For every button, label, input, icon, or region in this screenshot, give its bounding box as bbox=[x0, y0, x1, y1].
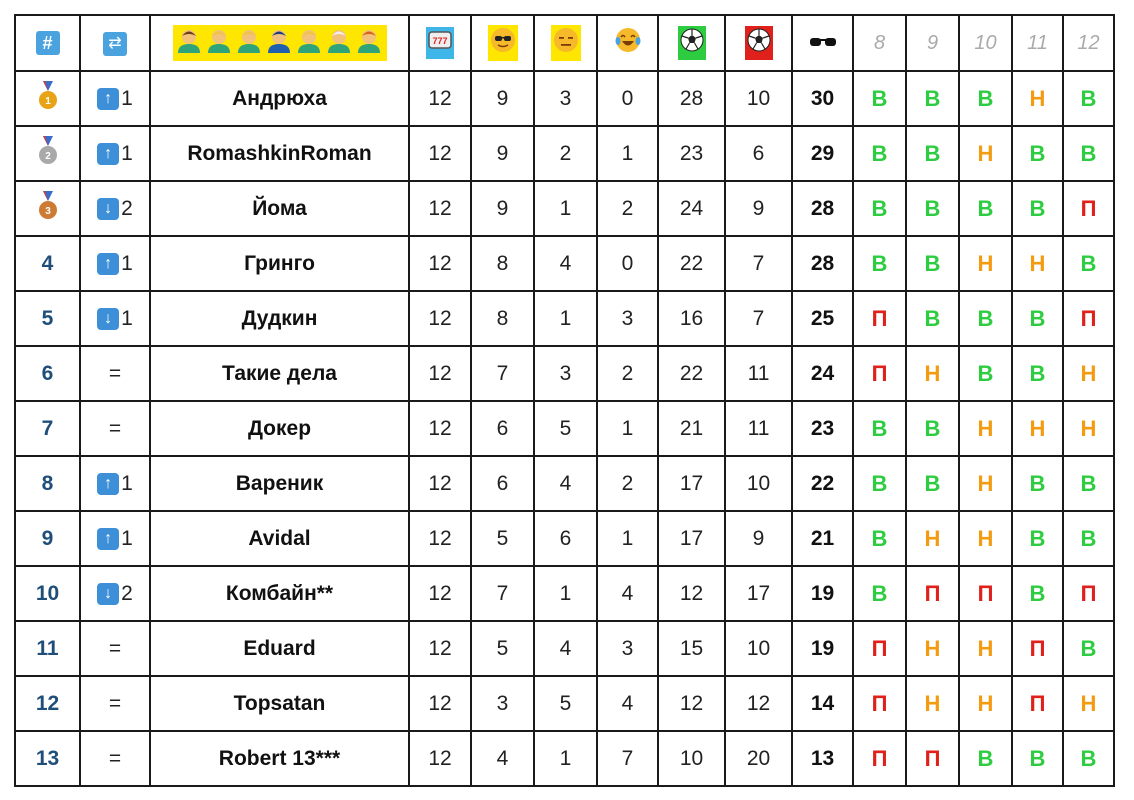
position-cell bbox=[15, 621, 80, 676]
played-cell: 12 bbox=[409, 346, 471, 401]
round-result-cell: Н bbox=[959, 236, 1012, 291]
svg-text:1: 1 bbox=[44, 95, 51, 107]
change-cell bbox=[80, 511, 150, 566]
wins-cell: 8 bbox=[471, 291, 534, 346]
position-cell bbox=[15, 71, 80, 126]
round-result-cell: В bbox=[1063, 236, 1114, 291]
position-number: 10 bbox=[35, 581, 60, 605]
round-result-cell: В bbox=[906, 71, 959, 126]
arrow-up-icon: ↑ bbox=[97, 88, 119, 110]
played-cell: 12 bbox=[409, 71, 471, 126]
round-result-cell: В bbox=[1063, 456, 1114, 511]
goals-against-cell: 12 bbox=[725, 676, 792, 731]
round-result-cell: В bbox=[853, 511, 906, 566]
round-result-cell: В bbox=[853, 71, 906, 126]
goals-for-cell: 16 bbox=[658, 291, 725, 346]
round-result-cell: П bbox=[853, 731, 906, 786]
change-cell bbox=[80, 126, 150, 181]
goals-against-cell: 10 bbox=[725, 621, 792, 676]
round-result-cell: П bbox=[853, 346, 906, 401]
round-result-cell: В bbox=[1063, 731, 1114, 786]
change-cell bbox=[80, 456, 150, 511]
wins-cell: 4 bbox=[471, 731, 534, 786]
wins-cell: 9 bbox=[471, 71, 534, 126]
round-result-cell: Н bbox=[906, 346, 959, 401]
goals-against-header bbox=[725, 15, 792, 71]
arrow-up-icon: ↑ bbox=[97, 143, 119, 165]
points-cell: 14 bbox=[792, 676, 853, 731]
goals-for-cell: 10 bbox=[658, 731, 725, 786]
position-number: 8 bbox=[41, 471, 54, 495]
position-cell bbox=[15, 181, 80, 236]
played-cell: 12 bbox=[409, 511, 471, 566]
round-result-cell: В bbox=[959, 181, 1012, 236]
round-result-cell: Н bbox=[959, 676, 1012, 731]
draws-cell: 1 bbox=[534, 181, 597, 236]
round-result-cell: Н bbox=[906, 511, 959, 566]
round-result-cell: Н bbox=[1012, 71, 1063, 126]
points-cell: 28 bbox=[792, 236, 853, 291]
slot-machine-icon bbox=[426, 27, 454, 59]
draws-cell: 5 bbox=[534, 676, 597, 731]
round-result-cell: В bbox=[906, 456, 959, 511]
goals-against-cell: 7 bbox=[725, 236, 792, 291]
table-row bbox=[15, 731, 1114, 786]
change-cell bbox=[80, 291, 150, 346]
position-cell bbox=[15, 456, 80, 511]
player-name: Вареник bbox=[150, 456, 409, 511]
points-cell: 22 bbox=[792, 456, 853, 511]
points-cell: 19 bbox=[792, 566, 853, 621]
goals-against-cell: 9 bbox=[725, 181, 792, 236]
wins-cell: 5 bbox=[471, 621, 534, 676]
round-result-cell: В bbox=[853, 126, 906, 181]
losses-cell: 2 bbox=[597, 456, 658, 511]
position-number: 13 bbox=[35, 746, 60, 770]
change-cell bbox=[80, 401, 150, 456]
players-header bbox=[150, 15, 409, 71]
table-row bbox=[15, 346, 1114, 401]
position-number: 12 bbox=[35, 691, 60, 715]
change-value: 2 bbox=[121, 581, 133, 605]
goals-against-cell: 7 bbox=[725, 291, 792, 346]
player-name: Robert 13*** bbox=[150, 731, 409, 786]
round-result-cell: Н bbox=[959, 621, 1012, 676]
change-value: 2 bbox=[121, 196, 133, 220]
round-result-cell: В bbox=[1012, 456, 1063, 511]
round-result-cell: В bbox=[906, 126, 959, 181]
svg-text:2: 2 bbox=[44, 150, 51, 162]
round-result-cell: Н bbox=[959, 511, 1012, 566]
draws-cell: 1 bbox=[534, 566, 597, 621]
losses-cell: 0 bbox=[597, 236, 658, 291]
gold-medal-icon bbox=[37, 81, 59, 117]
goals-for-cell: 23 bbox=[658, 126, 725, 181]
draws-header bbox=[534, 15, 597, 71]
position-number: 5 bbox=[41, 306, 54, 330]
goals-against-cell: 11 bbox=[725, 401, 792, 456]
losses-cell: 3 bbox=[597, 621, 658, 676]
losses-cell: 2 bbox=[597, 181, 658, 236]
round-result-cell: В bbox=[906, 236, 959, 291]
draws-cell: 3 bbox=[534, 71, 597, 126]
round-result-cell: В bbox=[1012, 566, 1063, 621]
round-result-cell: П bbox=[1063, 181, 1114, 236]
round-header-5: 12 bbox=[1063, 15, 1114, 71]
losses-cell: 3 bbox=[597, 291, 658, 346]
table-row bbox=[15, 621, 1114, 676]
goals-for-cell: 17 bbox=[658, 511, 725, 566]
points-header bbox=[792, 15, 853, 71]
expressionless-face-icon bbox=[551, 25, 581, 61]
player-name: Topsatan bbox=[150, 676, 409, 731]
bronze-medal-icon bbox=[37, 191, 59, 227]
arrow-up-icon: ↑ bbox=[97, 473, 119, 495]
wins-cell: 3 bbox=[471, 676, 534, 731]
round-result-cell: П bbox=[1012, 621, 1063, 676]
player-name: Eduard bbox=[150, 621, 409, 676]
position-number: 6 bbox=[41, 361, 54, 385]
round-header-2: 9 bbox=[906, 15, 959, 71]
player-name: Такие дела bbox=[150, 346, 409, 401]
round-result-cell: В bbox=[1063, 126, 1114, 181]
arrow-down-icon: ↓ bbox=[97, 583, 119, 605]
wins-cell: 6 bbox=[471, 401, 534, 456]
goals-against-cell: 10 bbox=[725, 71, 792, 126]
losses-cell: 1 bbox=[597, 511, 658, 566]
losses-cell: 4 bbox=[597, 566, 658, 621]
played-cell: 12 bbox=[409, 181, 471, 236]
position-cell bbox=[15, 401, 80, 456]
played-header bbox=[409, 15, 471, 71]
position-number: 9 bbox=[41, 526, 54, 550]
played-cell: 12 bbox=[409, 291, 471, 346]
round-result-cell: В bbox=[1012, 346, 1063, 401]
points-cell: 30 bbox=[792, 71, 853, 126]
round-result-cell: В bbox=[853, 401, 906, 456]
round-result-cell: В bbox=[1063, 71, 1114, 126]
round-result-cell: Н bbox=[1063, 346, 1114, 401]
draws-cell: 4 bbox=[534, 621, 597, 676]
change-value: = bbox=[108, 636, 122, 660]
played-cell: 12 bbox=[409, 731, 471, 786]
round-result-cell: В bbox=[1012, 731, 1063, 786]
change-value: = bbox=[108, 361, 122, 385]
round-result-cell: В bbox=[1063, 511, 1114, 566]
goals-against-cell: 6 bbox=[725, 126, 792, 181]
arrow-up-icon: ↑ bbox=[97, 253, 119, 275]
position-cell bbox=[15, 346, 80, 401]
change-value: 1 bbox=[121, 86, 133, 110]
player-name: Андрюха bbox=[150, 71, 409, 126]
points-cell: 29 bbox=[792, 126, 853, 181]
change-value: 1 bbox=[121, 526, 133, 550]
round-result-cell: Н bbox=[1063, 676, 1114, 731]
arrow-up-icon: ↑ bbox=[97, 528, 119, 550]
round-result-cell: В bbox=[959, 291, 1012, 346]
position-number: 4 bbox=[41, 251, 54, 275]
round-result-cell: В bbox=[1063, 621, 1114, 676]
losses-header bbox=[597, 15, 658, 71]
position-cell bbox=[15, 731, 80, 786]
round-result-cell: П bbox=[1063, 291, 1114, 346]
round-result-cell: В bbox=[906, 291, 959, 346]
change-cell bbox=[80, 566, 150, 621]
player-name: Докер bbox=[150, 401, 409, 456]
round-result-cell: П bbox=[959, 566, 1012, 621]
points-cell: 23 bbox=[792, 401, 853, 456]
goals-for-cell: 22 bbox=[658, 236, 725, 291]
change-value: = bbox=[108, 416, 122, 440]
played-cell: 12 bbox=[409, 126, 471, 181]
player-name: Avidal bbox=[150, 511, 409, 566]
wins-cell: 7 bbox=[471, 346, 534, 401]
round-result-cell: В bbox=[1012, 511, 1063, 566]
position-cell bbox=[15, 676, 80, 731]
round-result-cell: П bbox=[853, 291, 906, 346]
table-row bbox=[15, 126, 1114, 181]
position-cell bbox=[15, 291, 80, 346]
rank-header bbox=[15, 15, 80, 71]
round-result-cell: В bbox=[853, 566, 906, 621]
soccer-ball-red-icon bbox=[745, 26, 773, 60]
table-row bbox=[15, 236, 1114, 291]
table-row bbox=[15, 71, 1114, 126]
table-row bbox=[15, 456, 1114, 511]
round-result-cell: В bbox=[959, 731, 1012, 786]
round-result-cell: Н bbox=[1012, 236, 1063, 291]
round-result-cell: П bbox=[853, 621, 906, 676]
played-cell: 12 bbox=[409, 676, 471, 731]
dark-sunglasses-icon bbox=[809, 31, 837, 54]
losses-cell: 4 bbox=[597, 676, 658, 731]
change-value: 1 bbox=[121, 306, 133, 330]
played-cell: 12 bbox=[409, 401, 471, 456]
arrow-down-icon: ↓ bbox=[97, 308, 119, 330]
standings-table bbox=[14, 14, 1115, 787]
change-value: = bbox=[108, 691, 122, 715]
change-value: 1 bbox=[121, 141, 133, 165]
position-cell bbox=[15, 566, 80, 621]
goals-for-cell: 24 bbox=[658, 181, 725, 236]
table-row bbox=[15, 291, 1114, 346]
round-result-cell: Н bbox=[906, 621, 959, 676]
change-cell bbox=[80, 181, 150, 236]
round-result-cell: В bbox=[1012, 181, 1063, 236]
draws-cell: 4 bbox=[534, 236, 597, 291]
change-cell bbox=[80, 236, 150, 291]
player-name: Йома bbox=[150, 181, 409, 236]
draws-cell: 3 bbox=[534, 346, 597, 401]
round-result-cell: В bbox=[959, 71, 1012, 126]
round-result-cell: В bbox=[959, 346, 1012, 401]
change-value: 1 bbox=[121, 471, 133, 495]
change-cell bbox=[80, 71, 150, 126]
played-cell: 12 bbox=[409, 621, 471, 676]
hash-icon: # bbox=[36, 31, 60, 55]
soccer-ball-green-icon bbox=[678, 26, 706, 60]
standings-body bbox=[15, 71, 1114, 786]
position-number: 7 bbox=[41, 416, 54, 440]
sunglasses-face-icon bbox=[488, 25, 518, 61]
round-result-cell: П bbox=[906, 731, 959, 786]
points-cell: 21 bbox=[792, 511, 853, 566]
goals-against-cell: 10 bbox=[725, 456, 792, 511]
position-cell bbox=[15, 236, 80, 291]
round-result-cell: П bbox=[853, 676, 906, 731]
wins-cell: 7 bbox=[471, 566, 534, 621]
draws-cell: 2 bbox=[534, 126, 597, 181]
points-cell: 25 bbox=[792, 291, 853, 346]
header-row bbox=[15, 15, 1114, 71]
losses-cell: 0 bbox=[597, 71, 658, 126]
goals-for-cell: 12 bbox=[658, 566, 725, 621]
goals-against-cell: 20 bbox=[725, 731, 792, 786]
change-cell bbox=[80, 676, 150, 731]
losses-cell: 1 bbox=[597, 401, 658, 456]
table-row bbox=[15, 401, 1114, 456]
round-result-cell: В bbox=[1012, 291, 1063, 346]
table-row bbox=[15, 566, 1114, 621]
wins-cell: 9 bbox=[471, 126, 534, 181]
round-result-cell: П bbox=[906, 566, 959, 621]
goals-for-cell: 12 bbox=[658, 676, 725, 731]
points-cell: 19 bbox=[792, 621, 853, 676]
wins-header bbox=[471, 15, 534, 71]
table-row bbox=[15, 676, 1114, 731]
player-name: RomashkinRoman bbox=[150, 126, 409, 181]
arrow-down-icon: ↓ bbox=[97, 198, 119, 220]
player-name: Комбайн** bbox=[150, 566, 409, 621]
svg-text:777: 777 bbox=[432, 36, 448, 46]
round-result-cell: В bbox=[906, 401, 959, 456]
round-header-3: 10 bbox=[959, 15, 1012, 71]
round-result-cell: Н bbox=[959, 456, 1012, 511]
silver-medal-icon bbox=[37, 136, 59, 172]
standings-table-wrapper bbox=[14, 14, 1115, 787]
table-row bbox=[15, 181, 1114, 236]
position-cell bbox=[15, 511, 80, 566]
position-cell bbox=[15, 126, 80, 181]
goals-against-cell: 9 bbox=[725, 511, 792, 566]
wins-cell: 9 bbox=[471, 181, 534, 236]
played-cell: 12 bbox=[409, 566, 471, 621]
goals-against-cell: 11 bbox=[725, 346, 792, 401]
round-result-cell: В bbox=[853, 236, 906, 291]
round-result-cell: В bbox=[853, 456, 906, 511]
wins-cell: 8 bbox=[471, 236, 534, 291]
draws-cell: 5 bbox=[534, 401, 597, 456]
group-of-people-icon bbox=[173, 25, 387, 61]
played-cell: 12 bbox=[409, 456, 471, 511]
round-result-cell: Н bbox=[1012, 401, 1063, 456]
goals-against-cell: 17 bbox=[725, 566, 792, 621]
round-header-4: 11 bbox=[1012, 15, 1063, 71]
goals-for-cell: 28 bbox=[658, 71, 725, 126]
round-result-cell: В bbox=[1012, 126, 1063, 181]
draws-cell: 1 bbox=[534, 731, 597, 786]
round-header-1: 8 bbox=[853, 15, 906, 71]
change-cell bbox=[80, 731, 150, 786]
position-number: 11 bbox=[36, 636, 59, 660]
round-result-cell: Н bbox=[906, 676, 959, 731]
wins-cell: 5 bbox=[471, 511, 534, 566]
round-result-cell: В bbox=[853, 181, 906, 236]
table-row bbox=[15, 511, 1114, 566]
points-cell: 28 bbox=[792, 181, 853, 236]
wins-cell: 6 bbox=[471, 456, 534, 511]
change-header bbox=[80, 15, 150, 71]
round-result-cell: Н bbox=[1063, 401, 1114, 456]
goals-for-cell: 17 bbox=[658, 456, 725, 511]
goals-for-header bbox=[658, 15, 725, 71]
change-cell bbox=[80, 346, 150, 401]
round-result-cell: П bbox=[1012, 676, 1063, 731]
goals-for-cell: 15 bbox=[658, 621, 725, 676]
points-cell: 24 bbox=[792, 346, 853, 401]
change-value: = bbox=[108, 746, 122, 770]
change-value: 1 bbox=[121, 251, 133, 275]
round-result-cell: В bbox=[906, 181, 959, 236]
played-cell: 12 bbox=[409, 236, 471, 291]
round-result-cell: Н bbox=[959, 126, 1012, 181]
round-result-cell: Н bbox=[959, 401, 1012, 456]
losses-cell: 2 bbox=[597, 346, 658, 401]
points-cell: 13 bbox=[792, 731, 853, 786]
change-cell bbox=[80, 621, 150, 676]
round-result-cell: П bbox=[1063, 566, 1114, 621]
player-name: Дудкин bbox=[150, 291, 409, 346]
losses-cell: 1 bbox=[597, 126, 658, 181]
goals-for-cell: 22 bbox=[658, 346, 725, 401]
goals-for-cell: 21 bbox=[658, 401, 725, 456]
draws-cell: 4 bbox=[534, 456, 597, 511]
draws-cell: 6 bbox=[534, 511, 597, 566]
laughing-face-icon bbox=[612, 25, 644, 61]
player-name: Гринго bbox=[150, 236, 409, 291]
draws-cell: 1 bbox=[534, 291, 597, 346]
losses-cell: 7 bbox=[597, 731, 658, 786]
swap-arrows-icon: ⇄ bbox=[103, 32, 127, 56]
svg-text:3: 3 bbox=[44, 205, 51, 217]
